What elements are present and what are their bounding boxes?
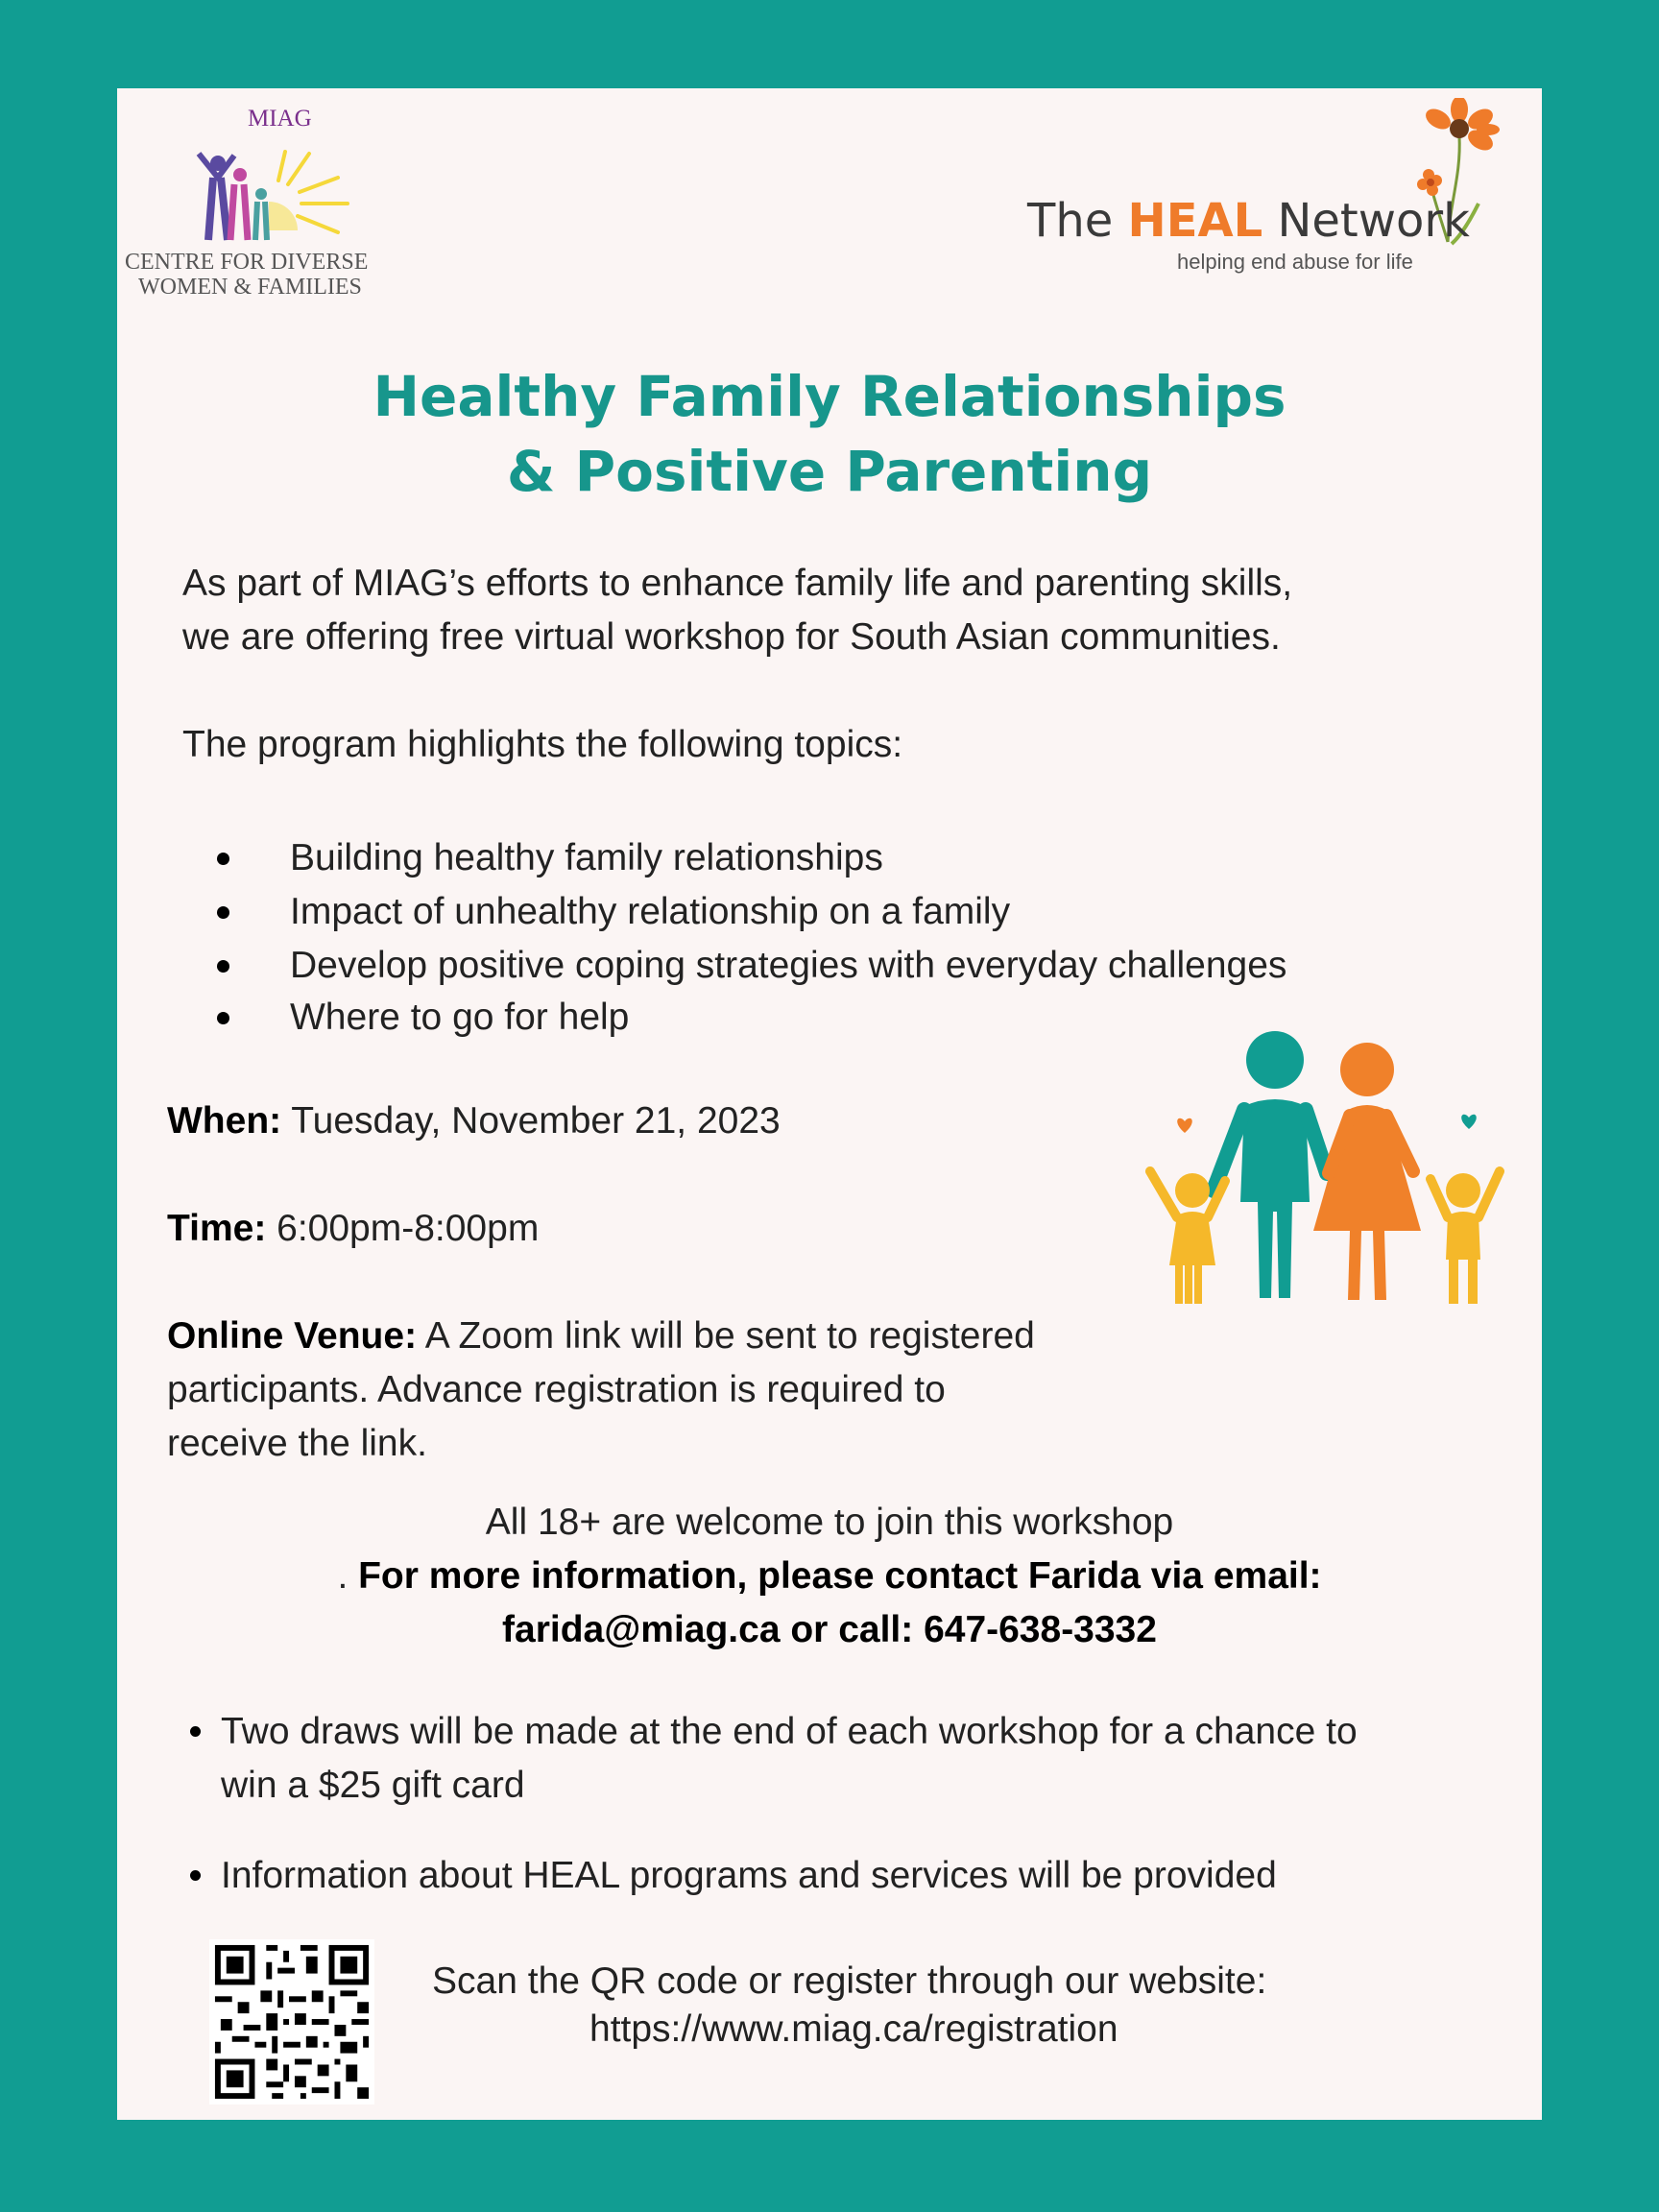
miag-figures-icon bbox=[175, 144, 367, 250]
draw-line2: win a $25 gift card bbox=[221, 1765, 525, 1806]
flyer-card bbox=[117, 88, 1542, 2120]
contact-text1: For more information, please contact Farida via email: bbox=[358, 1555, 1322, 1597]
qr-code[interactable] bbox=[209, 1939, 374, 2104]
welcome-line: All 18+ are welcome to join this workshop bbox=[485, 1502, 1174, 1543]
venue-line2: participants. Advance registration is required to bbox=[167, 1369, 946, 1410]
heal-word: HEAL bbox=[1127, 194, 1263, 248]
miag-logo-line1: CENTRE FOR DIVERSE bbox=[125, 250, 369, 275]
bullet-icon bbox=[217, 906, 229, 919]
title-line1: Healthy Family Relationships bbox=[373, 364, 1286, 429]
venue-text1: A Zoom link will be sent to registered bbox=[417, 1315, 1035, 1357]
miag-logo-line2: WOMEN & FAMILIES bbox=[138, 275, 362, 300]
qr-code-icon bbox=[209, 1939, 374, 2104]
heal-the: The bbox=[1027, 194, 1128, 248]
draw-line1: Two draws will be made at the end of each workshop for a chance to bbox=[221, 1711, 1358, 1752]
bullet-icon bbox=[217, 853, 229, 865]
contact-line2: farida@miag.ca or call: 647-638-3332 bbox=[502, 1609, 1157, 1650]
contact-prefix: . bbox=[337, 1555, 359, 1597]
intro-line2: we are offering free virtual workshop for South Asian communities. bbox=[182, 616, 1281, 658]
title-line2: & Positive Parenting bbox=[506, 439, 1153, 504]
contact-line1 bbox=[117, 1550, 1542, 1603]
info-line: Information about HEAL programs and services will be provided bbox=[221, 1855, 1277, 1896]
venue-line1 bbox=[167, 1310, 1035, 1363]
when-value: Tuesday, November 21, 2023 bbox=[281, 1100, 781, 1142]
heal-tagline: helping end abuse for life bbox=[1177, 250, 1413, 274]
bullet-icon bbox=[190, 1870, 201, 1881]
miag-logo-top: MIAG bbox=[248, 106, 312, 132]
heal-name bbox=[1027, 194, 1470, 248]
topic-text: Develop positive coping strategies with everyday challenges bbox=[290, 945, 1287, 986]
family-illustration bbox=[1144, 1010, 1509, 1308]
venue-line3: receive the link. bbox=[167, 1423, 427, 1464]
when-label: When: bbox=[167, 1100, 282, 1142]
topic-text: Building healthy family relationships bbox=[290, 837, 883, 878]
time-line bbox=[167, 1202, 539, 1256]
register-line1: Scan the QR code or register through our website: bbox=[432, 1960, 1267, 2002]
bullet-icon bbox=[190, 1726, 201, 1737]
venue-label: Online Venue: bbox=[167, 1315, 418, 1357]
topic-text: Where to go for help bbox=[290, 997, 630, 1038]
heal-network: Network bbox=[1262, 194, 1470, 248]
bullet-icon bbox=[217, 960, 229, 973]
time-label: Time: bbox=[167, 1208, 267, 1249]
registration-link[interactable]: https://www.miag.ca/registration bbox=[589, 2008, 1118, 2050]
topic-text: Impact of unhealthy relationship on a family bbox=[290, 891, 1011, 932]
intro-line1: As part of MIAG’s efforts to enhance family life and parenting skills, bbox=[182, 563, 1293, 604]
when-line bbox=[167, 1094, 781, 1148]
topics-heading: The program highlights the following topics: bbox=[182, 724, 903, 765]
heal-network-logo bbox=[1027, 98, 1527, 290]
miag-logo bbox=[125, 106, 413, 298]
bullet-icon bbox=[217, 1012, 229, 1024]
time-value: 6:00pm-8:00pm bbox=[266, 1208, 540, 1249]
